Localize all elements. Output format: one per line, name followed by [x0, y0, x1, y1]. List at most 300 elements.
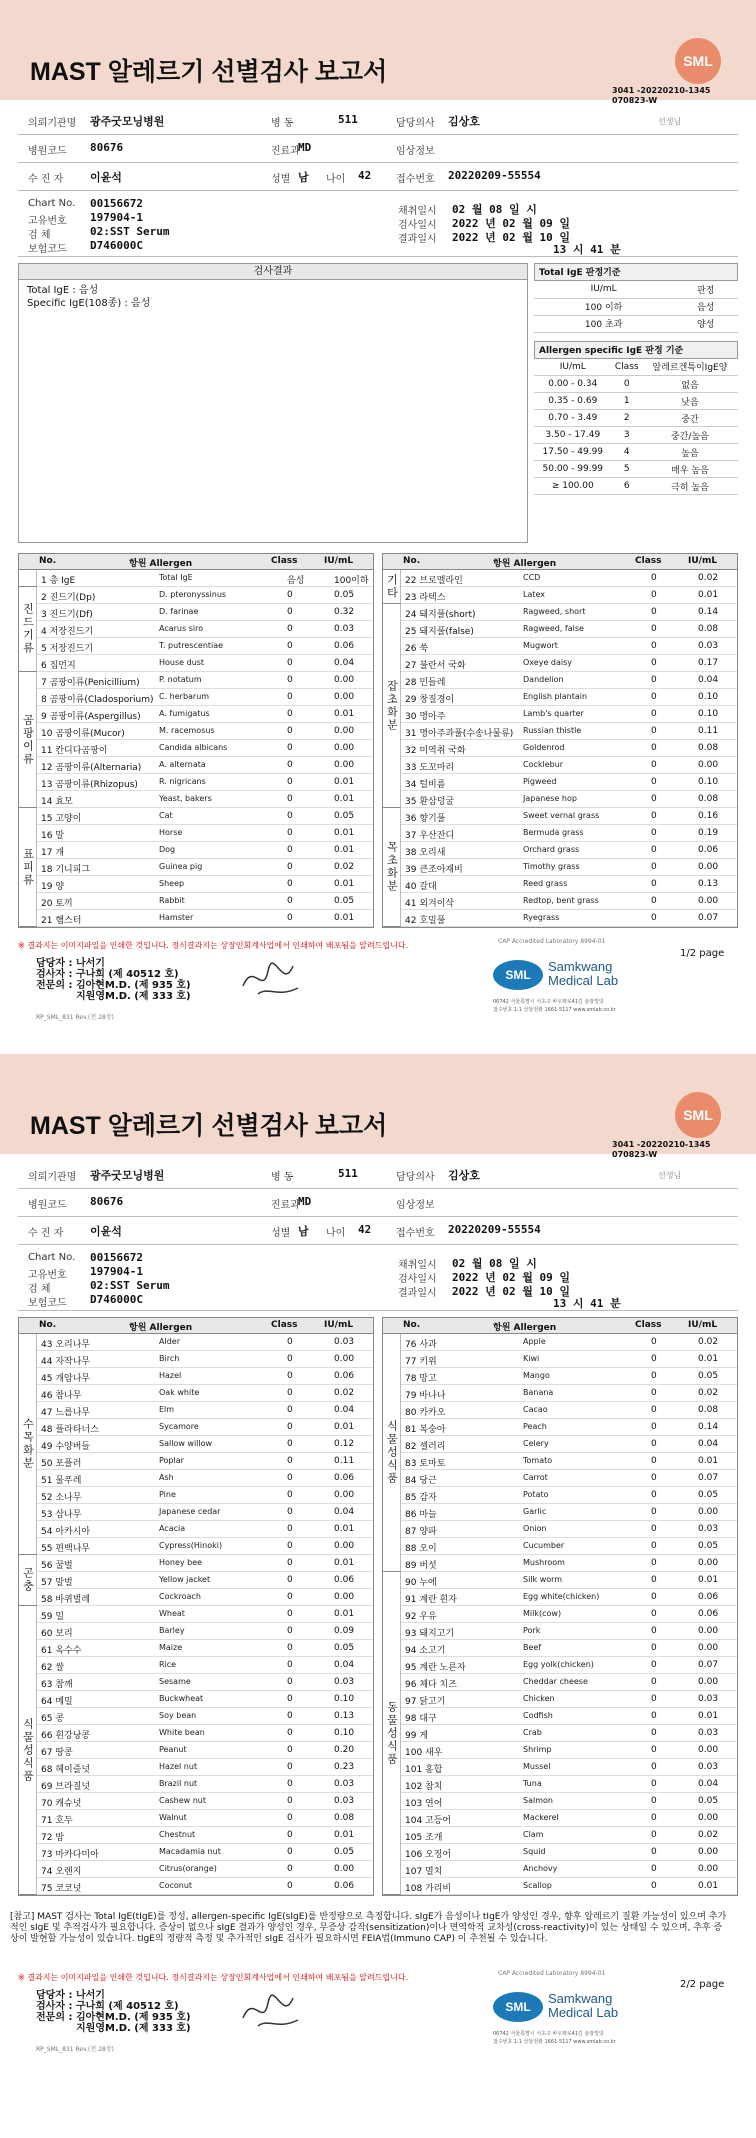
allergen-row [383, 1810, 737, 1827]
allergen-class: 0 [651, 1779, 657, 1789]
lab-logo: SML [493, 960, 543, 990]
allergen-class: 0 [287, 1626, 293, 1636]
allergen-class: 0 [651, 1796, 657, 1806]
allergen-row [19, 1334, 373, 1351]
allergen-iu: 0.10 [698, 692, 719, 702]
criteria-row [534, 315, 738, 332]
allergen-scientific: Banana [523, 1388, 554, 1397]
allergen-scientific: Candida albicans [159, 743, 228, 752]
allergen-name: 20 토끼 [41, 899, 73, 909]
allergen-iu: 0.05 [334, 896, 355, 906]
allergen-class: 0 [287, 1677, 293, 1687]
allergen-iu: 0.04 [334, 658, 355, 668]
report-page-2 [0, 1054, 756, 2090]
allergen-scientific: T. putrescentiae [159, 641, 224, 650]
label-institution: 의뢰기관명 [28, 1172, 77, 1183]
allergen-class: 0 [287, 692, 293, 702]
lab-name-2: Medical Lab [548, 2005, 619, 2020]
allergen-iu: 0.01 [334, 777, 355, 787]
allergen-name: 69 브라질넛 [41, 1782, 91, 1792]
footnote: ※ 결과지는 이미지파일을 인쇄한 것입니다. 정식결과지는 상장인회계사업에서 인쇄하여 배포됨을 알려드립니다. [18, 1973, 409, 1982]
allergen-scientific: Sesame [159, 1677, 191, 1686]
allergen-name: 87 양파 [405, 1527, 437, 1537]
allergen-row [19, 1623, 373, 1640]
allergen-class: 0 [287, 1847, 293, 1857]
allergen-name: 9 곰팡이류(Aspergillus) [41, 712, 141, 722]
allergen-scientific: Mugwort [523, 641, 558, 650]
allergen-name: 94 소고기 [405, 1646, 446, 1656]
lab-name-1: Samkwang [548, 1991, 613, 2006]
allergen-iu: 0.01 [334, 1609, 355, 1619]
table-header [383, 1318, 737, 1334]
allergen-row [383, 1521, 737, 1538]
allergen-name: 74 오렌지 [41, 1867, 82, 1877]
allergen-class: 0 [287, 1507, 293, 1517]
allergen-scientific: D. pteronyssinus [159, 590, 227, 599]
allergen-row [383, 1589, 737, 1606]
value-ward: 511 [338, 113, 358, 126]
allergen-scientific: Birch [159, 1354, 180, 1363]
allergen-row [19, 1640, 373, 1657]
allergen-class: 0 [287, 1405, 293, 1415]
criteria-cell: 100 이하 [534, 298, 673, 315]
allergen-class: 0 [287, 675, 293, 685]
allergen-name: 65 콩 [41, 1714, 65, 1724]
criteria-header [534, 359, 738, 376]
value-age: 42 [358, 1223, 372, 1236]
allergen-iu: 0.02 [698, 1388, 719, 1398]
allergen-class: 0 [651, 1354, 657, 1364]
allergen-name: 44 자작나무 [41, 1357, 91, 1367]
allergen-row [19, 689, 373, 706]
allergen-class: 0 [651, 590, 657, 600]
allergen-name: 21 햄스터 [41, 916, 82, 926]
allergen-iu: 0.04 [334, 1660, 355, 1670]
cap-accreditation: CAP Accredited Laboratory 8994-01 [498, 1970, 606, 1977]
allergen-row [19, 1555, 373, 1572]
col-iu: IU/mL [324, 556, 354, 566]
label-doctor: 담당의사 [396, 118, 435, 129]
group-label: 기타 [383, 570, 401, 604]
allergen-name: 47 느릅나무 [41, 1408, 91, 1418]
allergen-iu: 0.02 [698, 1337, 719, 1347]
allergen-row [383, 1436, 737, 1453]
allergen-class: 0 [651, 692, 657, 702]
allergen-scientific: Hamster [159, 913, 194, 922]
criteria-row [534, 444, 738, 461]
allergen-scientific: Peanut [159, 1745, 187, 1754]
allergen-row [383, 655, 737, 672]
value-reported: 2022 년 02 월 10 일 [452, 1285, 570, 1298]
allergen-scientific: Wheat [159, 1609, 185, 1618]
report-body [18, 110, 738, 1021]
table-body [383, 570, 737, 927]
allergen-name: 84 당근 [405, 1476, 437, 1486]
allergen-class: 0 [651, 1575, 657, 1585]
allergen-name: 26 쑥 [405, 644, 429, 654]
allergen-iu: 0.03 [334, 1337, 355, 1347]
allergen-row [19, 621, 373, 638]
allergen-class: 0 [651, 1439, 657, 1449]
allergen-class: 0 [651, 811, 657, 821]
allergen-name: 99 게 [405, 1731, 429, 1741]
allergen-iu: 0.00 [698, 1677, 719, 1687]
allergen-name: 95 계란 노른자 [405, 1663, 466, 1673]
allergen-name: 100 새우 [405, 1748, 443, 1758]
allergen-name: 81 복숭아 [405, 1425, 446, 1435]
divider [18, 190, 738, 191]
allergen-name: 15 고양이 [41, 814, 82, 824]
allergen-scientific: Honey bee [159, 1558, 203, 1567]
criteria-cell: 0.35 - 0.69 [534, 393, 612, 410]
label-patient: 수 진 자 [28, 174, 64, 185]
allergen-row [383, 808, 737, 825]
report-number: 3041 -20220210-1345 070823-W [612, 1140, 711, 1159]
divider [18, 162, 738, 163]
allergen-row [383, 1470, 737, 1487]
allergen-row [19, 570, 373, 587]
allergen-name: 17 개 [41, 848, 65, 858]
allergen-row [19, 1606, 373, 1623]
allergen-row [383, 1776, 737, 1793]
footnote: ※ 결과지는 이미지파일을 인쇄한 것입니다. 정식결과지는 상장인회계사업에서 인쇄하여 배포됨을 알려드립니다. [18, 941, 409, 950]
allergen-class: 0 [651, 1490, 657, 1500]
divider [18, 1216, 738, 1217]
allergen-name: 53 삼나무 [41, 1510, 82, 1520]
allergen-name: 71 호두 [41, 1816, 73, 1826]
allergen-scientific: Kiwi [523, 1354, 540, 1363]
allergen-row [19, 672, 373, 689]
allergen-scientific: Cocklebur [523, 760, 564, 769]
allergen-iu: 0.19 [698, 828, 719, 838]
allergen-scientific: Cacao [523, 1405, 548, 1414]
allergen-class: 0 [287, 1745, 293, 1755]
allergen-iu: 0.06 [334, 1473, 355, 1483]
col-class: Class [635, 556, 662, 566]
allergen-iu: 0.01 [698, 1354, 719, 1364]
allergen-row [383, 859, 737, 876]
allergen-name: 108 가리비 [405, 1884, 452, 1894]
allergen-row [383, 723, 737, 740]
allergen-row [383, 1504, 737, 1521]
group-label: 표피류 [19, 808, 37, 927]
allergen-row [383, 1606, 737, 1623]
label-sex: 성별 [271, 1228, 291, 1239]
allergen-class: 0 [651, 1881, 657, 1891]
value-ward: 511 [338, 1167, 358, 1180]
allergen-iu: 0.06 [698, 1592, 719, 1602]
label-sex: 성별 [271, 174, 291, 185]
allergen-name: 51 물푸레 [41, 1476, 82, 1486]
allergen-class: 0 [287, 1558, 293, 1568]
allergen-name: 106 오징어 [405, 1850, 452, 1860]
col-class: Class [271, 1320, 298, 1330]
allergen-class: 0 [287, 709, 293, 719]
allergen-class: 0 [287, 1371, 293, 1381]
allergen-scientific: Potato [523, 1490, 549, 1499]
criteria-col: IU/mL [534, 359, 612, 376]
allergen-row [19, 1521, 373, 1538]
allergen-row [19, 1810, 373, 1827]
label-inst_code: 병원코드 [28, 146, 67, 157]
allergen-row [19, 1436, 373, 1453]
lab-contact: 접수번호 1:1 상담전화 1661-5117 www.smlab.co.kr [493, 2039, 616, 2045]
allergen-scientific: Walnut [159, 1813, 187, 1822]
allergen-class: 0 [287, 590, 293, 600]
allergen-class: 0 [651, 1745, 657, 1755]
allergen-iu: 0.01 [698, 590, 719, 600]
page-number: 2/2 page [680, 1979, 725, 1990]
criteria-col: Class [612, 359, 642, 376]
lab-logo: SML [493, 1992, 543, 2022]
allergen-class: 0 [287, 1354, 293, 1364]
allergen-iu: 0.04 [698, 1779, 719, 1789]
allergen-iu: 0.07 [698, 913, 719, 923]
allergen-class: 0 [287, 1541, 293, 1551]
allergen-name: 89 버섯 [405, 1561, 437, 1571]
allergen-scientific: Salmon [523, 1796, 553, 1805]
allergen-class: 0 [651, 1677, 657, 1687]
allergen-class: 0 [287, 1779, 293, 1789]
allergen-row [19, 1674, 373, 1691]
allergen-iu: 0.01 [698, 1456, 719, 1466]
allergen-name: 12 곰팡이류(Alternaria) [41, 763, 142, 773]
form-code: RP_SML_831 Rev.(전 28장) [36, 1014, 114, 1021]
allergen-class: 0 [287, 1728, 293, 1738]
allergen-scientific: Coconut [159, 1881, 193, 1890]
allergen-scientific: Sycamore [159, 1422, 199, 1431]
lab-contact: 접수번호 1:1 상담전화 1661-5117 www.smlab.co.kr [493, 1007, 616, 1013]
criteria-cell: 17.50 - 49.99 [534, 444, 612, 461]
allergen-class: 0 [651, 1660, 657, 1670]
allergen-name: 54 아카시아 [41, 1527, 91, 1537]
allergen-iu: 0.11 [334, 1456, 355, 1466]
allergen-scientific: P. notatum [159, 675, 202, 684]
allergen-scientific: Mussel [523, 1762, 551, 1771]
report-page-1 [0, 0, 756, 1036]
allergen-iu: 0.08 [698, 1405, 719, 1415]
allergen-class: 0 [651, 1847, 657, 1857]
criteria-col: 알레르겐특이IgE양 [642, 359, 738, 376]
report-title: MAST 알레르기 선별검사 보고서 [30, 1112, 388, 1140]
allergen-scientific: Russian thistle [523, 726, 582, 735]
allergen-iu: 0.05 [334, 811, 355, 821]
allergen-name: 7 곰팡이류(Penicillium) [41, 678, 140, 688]
allergen-row [19, 1487, 373, 1504]
allergen-row [383, 706, 737, 723]
allergen-iu: 0.02 [698, 573, 719, 583]
criteria-row [534, 427, 738, 444]
allergen-iu: 0.01 [334, 828, 355, 838]
group-label: 곰팡이류 [19, 672, 37, 808]
value-inst_code: 80676 [90, 141, 124, 154]
allergen-iu: 0.01 [698, 1881, 719, 1891]
allergen-row [383, 638, 737, 655]
allergen-name: 91 계란 흰자 [405, 1595, 457, 1605]
allergen-name: 58 바퀴벌레 [41, 1595, 91, 1605]
criteria-cell: 없음 [642, 376, 738, 393]
allergen-scientific: Japanese cedar [159, 1507, 221, 1516]
criteria-cell: 0 [612, 376, 642, 393]
allergen-scientific: Cypress(Hinoki) [159, 1541, 223, 1550]
col-class: Class [271, 556, 298, 566]
allergen-row [383, 1334, 737, 1351]
value-doctor: 김상호 [448, 115, 480, 128]
allergen-scientific: Apple [523, 1337, 546, 1346]
allergen-row [383, 1402, 737, 1419]
allergen-class: 0 [651, 760, 657, 770]
allergen-name: 102 참치 [405, 1782, 443, 1792]
allergen-row [19, 638, 373, 655]
col-no: No. [403, 556, 421, 566]
label-ward: 병 동 [271, 1172, 294, 1183]
allergen-scientific: Acacia [159, 1524, 186, 1533]
criteria-cell: 극히 높음 [642, 478, 738, 495]
allergen-row [19, 1742, 373, 1759]
allergen-class: 0 [651, 862, 657, 872]
allergen-scientific: Anchovy [523, 1864, 558, 1873]
allergen-scientific: Shrimp [523, 1745, 552, 1754]
allergen-row [383, 893, 737, 910]
allergen-name: 105 조개 [405, 1833, 443, 1843]
allergen-name: 73 마카다미아 [41, 1850, 99, 1860]
allergen-name: 90 누에 [405, 1578, 437, 1588]
col-class: Class [635, 1320, 662, 1330]
allergen-table-left [18, 1317, 374, 1896]
allergen-iu: 0.03 [334, 1779, 355, 1789]
allergen-row [19, 876, 373, 893]
col-item: 항원 Allergen [129, 559, 193, 569]
allergen-scientific: Goldenrod [523, 743, 565, 752]
allergen-name: 86 마늘 [405, 1510, 437, 1520]
value-chart: 00156672 [90, 197, 143, 210]
label-specimen: 검 체 [28, 1284, 51, 1295]
allergen-iu: 0.03 [698, 1524, 719, 1534]
allergen-row [383, 1827, 737, 1844]
allergen-row [19, 655, 373, 672]
group-label: 진드기류 [19, 587, 37, 672]
allergen-iu: 0.20 [334, 1745, 355, 1755]
value-specimen: 02:SST Serum [90, 1279, 170, 1292]
allergen-name: 14 효모 [41, 797, 73, 807]
allergen-class: 0 [651, 1388, 657, 1398]
allergen-row [19, 910, 373, 927]
allergen-iu: 0.01 [334, 879, 355, 889]
group-label: 식물성식품 [19, 1606, 37, 1895]
criteria-cell: 중간 [642, 410, 738, 427]
allergen-class: 0 [287, 1490, 293, 1500]
allergen-iu: 0.03 [698, 641, 719, 651]
allergen-iu: 0.13 [698, 879, 719, 889]
allergen-scientific: Cat [159, 811, 173, 820]
allergen-class: 0 [651, 1626, 657, 1636]
allergen-scientific: Timothy grass [523, 862, 580, 871]
value-sex: 남 [298, 171, 309, 184]
allergen-scientific: Macadamia nut [159, 1847, 221, 1856]
result-title: 검사결과 [19, 264, 527, 280]
allergen-scientific: Onion [523, 1524, 547, 1533]
value-collected: 02 월 08 일 시 [452, 1257, 537, 1270]
allergen-row [383, 1793, 737, 1810]
group-label: 동물성식품 [383, 1572, 401, 1895]
divider [18, 1188, 738, 1189]
allergen-iu: 0.04 [334, 1405, 355, 1415]
allergen-name: 76 사과 [405, 1340, 437, 1350]
allergen-scientific: Ragweed, short [523, 607, 586, 616]
criteria-cell: 50.00 - 99.99 [534, 461, 612, 478]
allergen-class: 0 [651, 1524, 657, 1534]
allergen-name: 67 땅콩 [41, 1748, 73, 1758]
result-specific-ige: Specific IgE(108종) : 음성 [27, 298, 151, 309]
allergen-iu: 0.00 [334, 726, 355, 736]
allergen-class: 0 [287, 1711, 293, 1721]
allergen-scientific: Alder [159, 1337, 180, 1346]
report-body [10, 1164, 738, 2069]
allergen-iu: 0.00 [698, 1745, 719, 1755]
allergen-scientific: Cockroach [159, 1592, 201, 1601]
allergen-class: 0 [651, 1609, 657, 1619]
allergen-scientific: Dog [159, 845, 176, 854]
signature-icon [238, 956, 308, 1001]
criteria-cell: 1 [612, 393, 642, 410]
allergen-row [19, 740, 373, 757]
allergen-iu: 0.13 [334, 1711, 355, 1721]
sml-logo: SML [675, 1092, 721, 1138]
value-reported-time: 13 시 41 분 [553, 243, 621, 256]
value-reported-time: 13 시 41 분 [553, 1297, 621, 1310]
allergen-class: 0 [287, 1660, 293, 1670]
allergen-class: 0 [287, 896, 293, 906]
allergen-row [383, 1385, 737, 1402]
allergen-class: 0 [651, 1456, 657, 1466]
allergen-row [19, 1861, 373, 1878]
allergen-class: 0 [651, 879, 657, 889]
allergen-name: 10 곰팡이류(Mucor) [41, 729, 125, 739]
criteria-cell: 낮음 [642, 393, 738, 410]
allergen-row [383, 1368, 737, 1385]
allergen-name: 82 셀러리 [405, 1442, 446, 1452]
allergen-class: 0 [651, 777, 657, 787]
table-body [383, 1334, 737, 1895]
allergen-row [19, 1402, 373, 1419]
allergen-iu: 0.08 [698, 794, 719, 804]
allergen-class: 0 [287, 1694, 293, 1704]
value-chart: 00156672 [90, 1251, 143, 1264]
allergen-class: 0 [287, 811, 293, 821]
allergen-row [19, 604, 373, 621]
label-collected: 채취일시 [398, 206, 437, 217]
allergen-scientific: Yeast, bakers [159, 794, 212, 803]
allergen-class: 0 [651, 1541, 657, 1551]
allergen-class: 0 [651, 675, 657, 685]
allergen-scientific: Guinea pig [159, 862, 203, 871]
allergen-name: 52 소나무 [41, 1493, 82, 1503]
allergen-name: 55 편백나무 [41, 1544, 91, 1554]
allergen-iu: 0.06 [334, 641, 355, 651]
allergen-row [383, 1844, 737, 1861]
value-tested: 2022 년 02 월 09 일 [452, 1271, 570, 1284]
allergen-class: 0 [287, 1643, 293, 1653]
label-dept: 진료과 [271, 1200, 300, 1211]
allergen-name: 77 키위 [405, 1357, 437, 1367]
criteria-row [534, 410, 738, 427]
allergen-scientific: Mackerel [523, 1813, 559, 1822]
allergen-class: 0 [287, 1456, 293, 1466]
allergen-name: 62 쌀 [41, 1663, 65, 1673]
allergen-scientific: Ragweed, false [523, 624, 584, 633]
group-label: 식물성식품 [383, 1334, 401, 1572]
allergen-scientific: Orchard grass [523, 845, 580, 854]
